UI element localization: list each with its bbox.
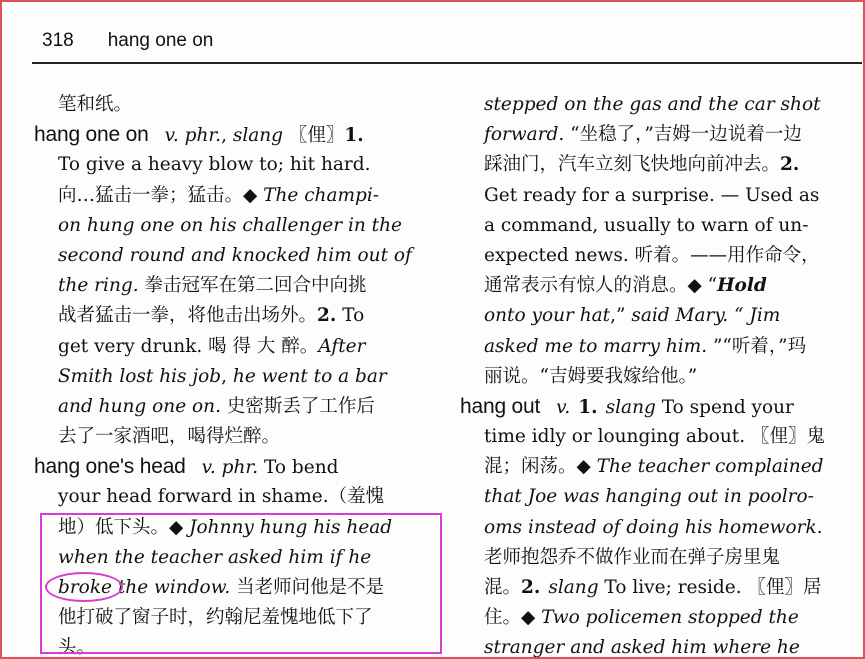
text-line: 混。2. slang To live; reside. 〖俚〗居 (484, 577, 822, 598)
text-line: the ring. 拳击冠军在第二回合中向挑 (58, 275, 367, 297)
entry-hang-one-on: hang one on v. phr., slang 〖俚〗1. (34, 123, 364, 147)
text-line: stepped on the gas and the car shot (484, 94, 821, 115)
text-line: 踩油门，汽车立刻飞快地向前冲去。2. (484, 154, 800, 176)
circled-word: broke (58, 577, 112, 598)
right-column (460, 90, 862, 659)
text-line: 丽说。“吉姆要我嫁给他。” (484, 365, 698, 387)
text-line: expected news. 听着。——用作命令， (484, 244, 820, 266)
running-title: hang one on (107, 30, 214, 51)
text-line: 混；闲荡。◆ The teacher complained (484, 456, 824, 478)
running-head (42, 30, 213, 52)
page-number: 318 (42, 30, 74, 51)
text-line: second round and knocked him out of (58, 244, 412, 266)
text-line: when the teacher asked him if he (58, 546, 372, 568)
text-line: that Joe was hanging out in poolro- (484, 486, 814, 508)
entry-hang-ones-head: hang one's head v. phr. To bend (34, 455, 339, 479)
text-line: stranger and asked him where he (484, 637, 800, 659)
text-line: 老师抱怨乔不做作业而在弹子房里鬼 (484, 546, 781, 568)
text-line: To give a heavy blow to; hit hard. (58, 154, 371, 176)
text-line: a command, usually to warn of un- (484, 214, 809, 236)
headword: hang one on (34, 123, 149, 147)
text-line: 地）低下头。◆ Johnny hung his head (58, 516, 393, 538)
text-line: 他打破了窗子时，约翰尼羞愧地低下了 (58, 607, 373, 629)
text-line: 笔和纸。 (58, 94, 133, 115)
text-line: time idly or lounging about. 〖俚〗鬼 (484, 426, 825, 448)
text-line: Get ready for a surprise. — Used as (484, 184, 820, 206)
headword: hang out (460, 394, 541, 418)
text-line: Smith lost his job, he went to a bar (58, 365, 387, 387)
circle-annotation (45, 572, 123, 602)
text-line: oms instead of doing his homework. (484, 516, 823, 538)
text-line: and hung one on. 史密斯丢了工作后 (58, 395, 375, 417)
text-line: on hung one on his challenger in the (58, 214, 402, 236)
text-line: forward. “坐稳了，”吉姆一边说着一边 (484, 124, 802, 146)
header-rule (32, 62, 862, 64)
entry-hang-out: hang out v. 1. slang To spend your (460, 394, 794, 418)
text-line: 去了一家酒吧，喝得烂醉。 (58, 426, 281, 448)
headword: hang one's head (34, 455, 186, 479)
text-line: 向…猛击一拳；猛击。◆ The champi- (58, 184, 380, 206)
text-line: get very drunk. 喝 得 大 醉。After (58, 335, 366, 357)
text-line: 通常表示有惊人的消息。◆ “Hold (484, 275, 767, 297)
text-line: asked me to marry him. ”“听着，”玛 (484, 335, 807, 357)
text-line: 头。 (58, 637, 96, 659)
text-line: onto your hat,” said Mary. “ Jim (484, 305, 781, 327)
text-line: broke the window. 当老师问他是不是 (58, 577, 385, 598)
text-line: your head forward in shame.（羞愧 (58, 486, 385, 508)
text-line: 战者猛击一拳，将他击出场外。2. To (58, 305, 365, 327)
text-line: 住。◆ Two policemen stopped the (484, 607, 799, 629)
